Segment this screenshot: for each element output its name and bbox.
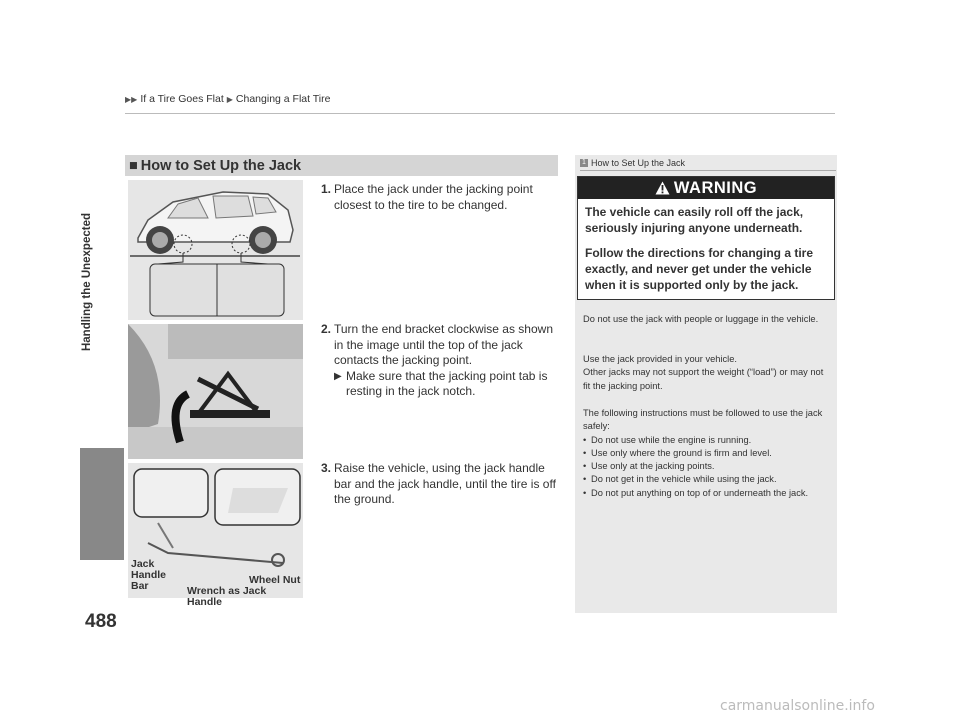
warning-triangle-icon	[655, 181, 670, 195]
section-marker-icon: ■	[129, 157, 138, 174]
bullet-icon: •	[583, 447, 587, 458]
chapter-tab-marker	[80, 448, 124, 560]
watermark: carmanualsonline.info	[720, 698, 875, 714]
car-jacking-point-image	[128, 180, 303, 320]
step-2	[316, 322, 561, 400]
step-sub-note: ▶ Make sure that the jacking point tab is resting in the jack notch.	[334, 368, 548, 398]
note-people-luggage: Do not use the jack with people or luggage in the vehicle.	[583, 314, 819, 324]
label-jack-handle-bar: Jack Handle Bar	[131, 558, 167, 592]
reference-number-icon: 1	[580, 159, 588, 167]
bullet-icon: •	[583, 461, 587, 472]
scissor-jack-icon	[128, 324, 303, 459]
step-text: Turn the end bracket clockwise as shown in the image until the top of the jack contacts the jacking point.	[334, 322, 553, 367]
jack-placement-image	[128, 324, 303, 459]
step-3	[316, 461, 561, 508]
step-number: 3.	[321, 461, 332, 475]
reference-rule	[580, 170, 836, 171]
arrow-icon: ▶	[226, 94, 233, 104]
list-item: • Use only at the jacking points.	[583, 460, 831, 473]
breadcrumb	[125, 93, 330, 105]
note-use-provided-jack: Use the jack provided in your vehicle. Other jacks may not support the weight (“load”) or may not fit the jacking point.	[583, 354, 824, 391]
warning-title: WARNING	[673, 178, 758, 197]
step-text: Raise the vehicle, using the jack handle bar and the jack handle, until the tire is off the ground.	[334, 461, 556, 506]
page-number: 488	[85, 611, 117, 632]
side-tab	[80, 122, 93, 442]
step-number: 2.	[321, 322, 332, 336]
list-item: • Use only where the ground is firm and level.	[583, 447, 831, 460]
section-heading	[125, 155, 558, 176]
jack-handle-image	[128, 463, 303, 608]
list-item: • Do not put anything on top of or underneath the jack.	[583, 487, 831, 500]
reference-heading	[580, 158, 685, 168]
header-rule	[125, 113, 835, 114]
reference-title: How to Set Up the Jack	[591, 158, 686, 168]
warning-text-1: The vehicle can easily roll off the jack, seriously injuring anyone underneath.	[585, 205, 804, 235]
label-wheel-nut: Wheel Nut	[249, 574, 301, 586]
bullet-icon: •	[583, 474, 587, 485]
step-text: Place the jack under the jacking point closest to the tire to be changed.	[334, 182, 533, 212]
side-tab-label: Handling the Unexpected	[80, 212, 93, 352]
step-number: 1.	[321, 182, 332, 196]
list-item: • Do not get in the vehicle while using the jack.	[583, 473, 831, 486]
arrow-icon: ▶	[334, 370, 342, 382]
bullet-icon: •	[583, 487, 587, 498]
breadcrumb-item-flat-tire[interactable]: If a Tire Goes Flat	[140, 93, 224, 105]
double-arrow-icon: ▶▶	[125, 94, 138, 104]
car-side-view-icon	[128, 180, 303, 320]
section-title: How to Set Up the Jack	[140, 157, 302, 174]
bullet-icon: •	[583, 434, 587, 445]
warning-text-2: Follow the directions for changing a tire exactly, and never get under the vehicle when it is supported only by the jack.	[585, 246, 814, 292]
step-1	[316, 182, 561, 213]
note-instructions: The following instructions must be followed to use the jack safely: • Do not use while the engine is running. • Use only where the ground is firm and level. • Use only at the jacking points. • Do not get in the vehicle while using the jack. • Do not put anything on top of or underneath the jack.	[583, 407, 831, 500]
list-item: • Do not use while the engine is running.	[583, 434, 831, 447]
label-wrench-caption: Wrench as Jack Handle	[187, 585, 267, 608]
warning-title-bar	[578, 177, 834, 199]
breadcrumb-item-changing[interactable]: Changing a Flat Tire	[235, 93, 331, 105]
